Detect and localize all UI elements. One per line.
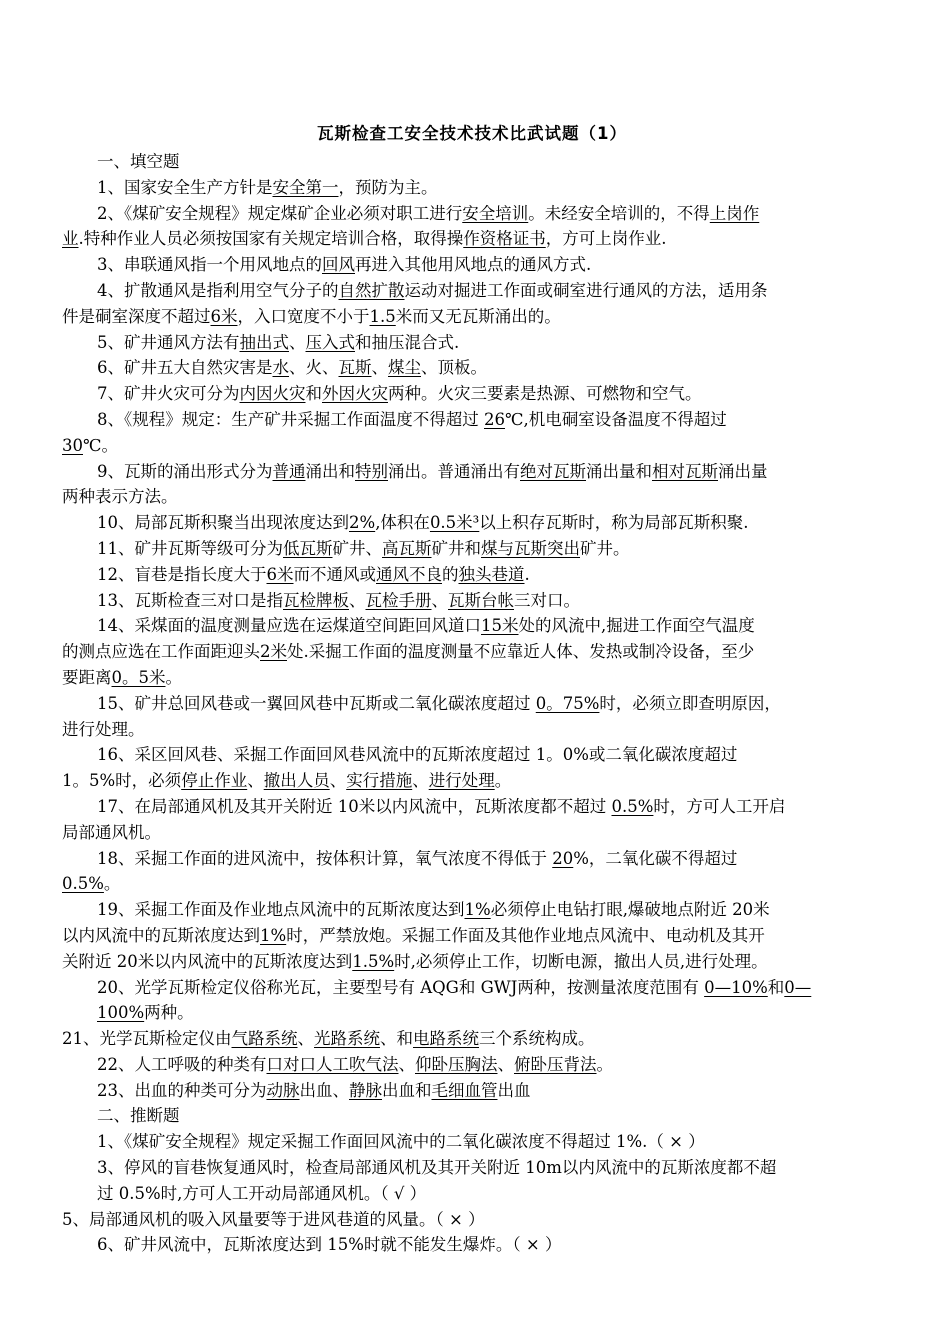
text-line [62,1129,882,1155]
answer-blank: 自然扩散 [338,280,405,300]
answer-blank: 1.5 [369,306,396,326]
answer-blank: 30 [62,435,83,455]
text-run: 、 [297,1029,314,1049]
text-line [62,510,882,536]
text-run: 处的风流中,掘进工作面空气温度 [518,616,755,636]
answer-blank: 口对口人工吹气法 [266,1054,399,1074]
text-run: 4、扩散通风是指利用空气分子的 [97,280,339,300]
text-line [62,226,882,252]
text-line [62,820,882,846]
text-run: 1、国家安全生产方针是 [97,177,273,197]
text-line [62,1232,882,1258]
answer-blank: 静脉 [349,1080,382,1100]
text-run: 、火、 [289,358,339,378]
text-line [62,381,882,407]
answer-blank: 煤与瓦斯突出 [481,538,580,558]
document-title: 瓦斯检查工安全技术技术比武试题（1） [317,124,627,143]
text-line [62,1181,882,1207]
text-line [62,691,882,717]
text-line [62,355,882,381]
text-run: 涌出量和 [586,461,652,481]
text-run: 矿井。 [580,538,630,558]
answer-blank: 0— [784,977,812,997]
text-run: 、 [398,1054,415,1074]
text-line [62,201,882,227]
answer-blank: 1% [260,925,287,945]
text-run: ,体积在 [375,513,430,533]
text-run: 过 0.5%时,方可人工开动局部通风机。（ √ ） [97,1183,427,1203]
text-run: 9、瓦斯的涌出形式分为 [97,461,273,481]
text-line [62,897,882,923]
text-line [62,1078,882,1104]
answer-blank: 2米 [260,642,287,662]
answer-blank: 15米 [481,616,519,636]
text-line [62,278,882,304]
text-run: 矿井和 [431,538,481,558]
answer-blank: 绝对瓦斯 [520,461,586,481]
answer-blank: 20 [552,848,574,868]
answer-blank: 进行处理 [428,771,495,791]
text-run: 三个系统构成。 [479,1029,595,1049]
answer-blank: 撤出人员 [263,771,330,791]
text-run: 2、《煤矿安全规程》规定煤矿企业必须对职工进行 [97,203,463,223]
text-line [62,304,882,330]
text-run: 运动对掘进工作面或硐室进行通风的方法，适用条 [404,280,768,300]
text-run: 关附近 20米以内风流中的瓦斯浓度达到 [62,951,353,971]
text-line [62,768,882,794]
text-run: 6、矿井五大自然灾害是 [97,358,273,378]
answer-blank: 6米 [210,306,238,326]
text-line [62,330,882,356]
answer-blank: 外因火灾 [322,384,388,404]
answer-blank: 实行措施 [346,771,413,791]
answer-blank: 内因火灾 [239,384,306,404]
text-run: 。未经安全培训的，不得 [528,203,710,223]
text-line [62,175,882,201]
text-run: %，二氧化碳不得超过 [573,848,738,868]
text-run: ，入口宽度不小于 [237,306,370,326]
answer-blank: 毛细血管 [431,1080,498,1100]
answer-blank: 独头巷道 [458,564,525,584]
answer-blank: 0.5% [62,874,104,894]
text-line [62,459,882,485]
text-run: 处.采掘工作面的温度测量不应靠近人体、发热或制冷设备，至少 [287,642,755,662]
text-line [62,975,882,1001]
text-run: 、 [431,590,448,610]
answer-blank: 低瓦斯 [283,538,333,558]
text-line [62,536,882,562]
text-run: 12、盲巷是指长度大于 [97,564,267,584]
answer-blank: 压入式 [305,332,355,352]
answer-blank: 煤尘 [388,358,421,378]
document-body [62,175,882,1258]
text-line [62,742,882,768]
text-line [62,1155,882,1181]
text-line [62,407,882,433]
text-run: 10、局部瓦斯积聚当出现浓度达到 [97,513,349,533]
text-run: 、和 [380,1029,413,1049]
answer-blank: 0.5米³ [429,513,480,533]
answer-blank: 仰卧压胸法 [415,1054,498,1074]
answer-blank: 水 [272,358,289,378]
text-run: 。 [596,1054,613,1074]
answer-blank: 100% [97,1003,145,1023]
text-run: 21、光学瓦斯检定仪由 [62,1029,232,1049]
document-page [62,122,882,1258]
text-run: ℃,机电硐室设备温度不得超过 [505,409,727,429]
text-line [62,871,882,897]
answer-blank: 通风不良 [376,564,442,584]
text-run: 1。5%时，必须 [62,771,182,791]
text-line [62,794,882,820]
text-run: 两种。火灾三要素是热源、可燃物和空气。 [388,384,702,404]
answer-blank: 0。5米 [111,667,166,687]
text-run: ℃。 [83,435,118,455]
text-run: 必须停止电钻打眼,爆破地点附近 20米 [490,900,770,920]
text-run: 的测点应选在工作面距迎头 [62,642,260,662]
answer-blank: 瓦斯 [338,358,372,378]
text-line [62,1026,882,1052]
text-line [62,639,882,665]
answer-blank: 抽出式 [239,332,289,352]
answer-blank: 高瓦斯 [382,538,432,558]
section-heading-fill-blank: 一、填空题 [97,152,180,171]
text-run: .特种作业人员必须按国家有关规定培训合格，取得操 [78,229,464,249]
answer-blank: 0。75% [535,693,600,713]
text-run: 出血和 [382,1080,432,1100]
answer-blank: 业 [62,229,79,249]
text-run: 、 [329,771,347,791]
answer-blank: 1% [464,900,491,920]
text-run: 涌出量 [718,461,768,481]
text-run: 再进入其他用风地点的通风方式. [355,255,592,275]
text-run: 、 [247,771,264,791]
answer-blank: 0.5% [611,796,654,816]
text-run: 出血 [497,1080,531,1100]
text-run: 而不通风或 [293,564,376,584]
answer-blank: 瓦斯台帐 [448,590,514,610]
text-run: 、 [412,771,429,791]
answer-blank: 1.5% [352,951,395,971]
answer-blank: 瓦检牌板 [283,590,349,610]
text-run: 和 [767,977,785,997]
text-line [62,1000,882,1026]
text-run: 局部通风机。 [62,822,161,842]
text-run: 三对口。 [514,590,580,610]
text-run: 涌出和 [305,461,355,481]
answer-blank: 动脉 [266,1080,300,1100]
answer-blank: 俯卧压背法 [514,1054,597,1074]
answer-blank: 0—10% [704,977,768,997]
text-run: 11、矿井瓦斯等级可分为 [97,538,283,558]
text-run: 进行处理。 [62,719,145,739]
answer-blank: 气路系统 [231,1029,298,1049]
text-run: 3、串联通风指一个用风地点的 [97,255,322,275]
answer-blank: 安全培训 [462,203,529,223]
answer-blank: 瓦检手册 [365,590,432,610]
answer-blank: 2% [349,513,376,533]
text-run: 13、瓦斯检查三对口是指 [97,590,283,610]
text-run: 15、矿井总回风巷或一翼回风巷中瓦斯或二氧化碳浓度超过 [97,693,536,713]
text-run: 以内风流中的瓦斯浓度达到 [62,925,260,945]
text-line [62,562,882,588]
text-run: 要距离 [62,667,112,687]
text-run: ，方可上岗作业. [545,229,667,249]
text-run: 、 [371,358,388,378]
answer-blank: 作资格证书 [463,229,546,249]
text-run: 和 [305,384,322,404]
text-run: 14、采煤面的温度测量应选在运煤道空间距回风道口 [97,616,481,636]
text-line [62,846,882,872]
text-run: 、 [289,332,306,352]
text-run: 出血、 [299,1080,349,1100]
text-run: 8、《规程》规定：生产矿井采掘工作面温度不得超过 [97,409,484,429]
answer-blank: 停止作业 [181,771,248,791]
text-run: 。 [165,667,182,687]
text-line [62,923,882,949]
section-heading-judgment: 二、推断题 [97,1106,180,1126]
text-run: 时，必须立即查明原因， [599,693,781,713]
text-run: 、 [497,1054,514,1074]
text-run: 。 [494,771,512,791]
text-run: 17、在局部通风机及其开关附近 10米以内风流中，瓦斯浓度都不超过 [97,796,612,816]
answer-blank: 普通 [272,461,306,481]
answer-blank: 回风 [322,255,355,275]
text-run: 时，严禁放炮。采掘工作面及其他作业地点风流中、电动机及其开 [286,925,765,945]
text-run: 、 [349,590,366,610]
text-run: 的 [442,564,459,584]
text-run: 7、矿井火灾可分为 [97,384,240,404]
answer-blank: 6米 [266,564,294,584]
text-line [62,1052,882,1078]
text-run: 矿井、 [332,538,382,558]
text-run: 米而又无瓦斯涌出的。 [395,306,561,326]
text-run: 涌出。普通涌出有 [388,461,520,481]
text-line [62,433,882,459]
text-run: . [524,564,530,584]
text-line [62,252,882,278]
answer-blank: 安全第一 [272,177,339,197]
text-run: 1、《煤矿安全规程》规定采掘工作面回风流中的二氧化碳浓度不得超过 1%.（ × ） [97,1132,705,1152]
answer-blank: 光路系统 [314,1029,380,1049]
answer-blank: 相对瓦斯 [652,461,718,481]
text-run: 以上积存瓦斯时，称为局部瓦斯积聚. [479,513,749,533]
text-line [62,1207,882,1233]
text-run: 6、矿井风流中，瓦斯浓度达到 15%时就不能发生爆炸。（ × ） [97,1235,562,1255]
text-run: 两种。 [144,1003,194,1023]
text-run: 3、停风的盲巷恢复通风时，检查局部通风机及其开关附近 10m以内风流中的瓦斯浓度都不超 [97,1158,777,1178]
text-run: 19、采掘工作面及作业地点风流中的瓦斯浓度达到 [97,900,465,920]
text-run: 16、采区回风巷、采掘工作面回风巷风流中的瓦斯浓度超过 1。0%或二氧化碳浓度超过 [97,745,738,765]
text-run: 5、局部通风机的吸入风量要等于进风巷道的风量。（ × ） [62,1209,485,1229]
text-run: 18、采掘工作面的进风流中，按体积计算，氧气浓度不得低于 [97,848,553,868]
answer-blank: 特别 [355,461,388,481]
text-run: 时,必须停止工作，切断电源，撤出人员,进行处理。 [394,951,768,971]
text-line [62,717,882,743]
text-run: 22、人工呼吸的种类有 [97,1054,267,1074]
text-run: 件是硐室深度不超过 [62,306,211,326]
text-line [62,949,882,975]
text-run: 5、矿井通风方法有 [97,332,240,352]
text-run: 、顶板。 [421,358,487,378]
text-run: 和抽压混合式. [355,332,460,352]
text-run: 。 [103,874,121,894]
text-run: ，预防为主。 [338,177,438,197]
text-line [62,665,882,691]
text-line [62,484,882,510]
text-run: 两种表示方法。 [62,487,178,507]
answer-blank: 26 [484,409,505,429]
answer-blank: 电路系统 [413,1029,479,1049]
answer-blank: 上岗作 [709,203,760,223]
text-line [62,588,882,614]
text-run: 23、出血的种类可分为 [97,1080,267,1100]
text-line [62,613,882,639]
text-run: 时，方可人工开启 [653,796,786,816]
text-run: 20、光学瓦斯检定仪俗称光瓦，主要型号有 AQG和 GWJ两种，按测量浓度范围有 [97,977,705,997]
